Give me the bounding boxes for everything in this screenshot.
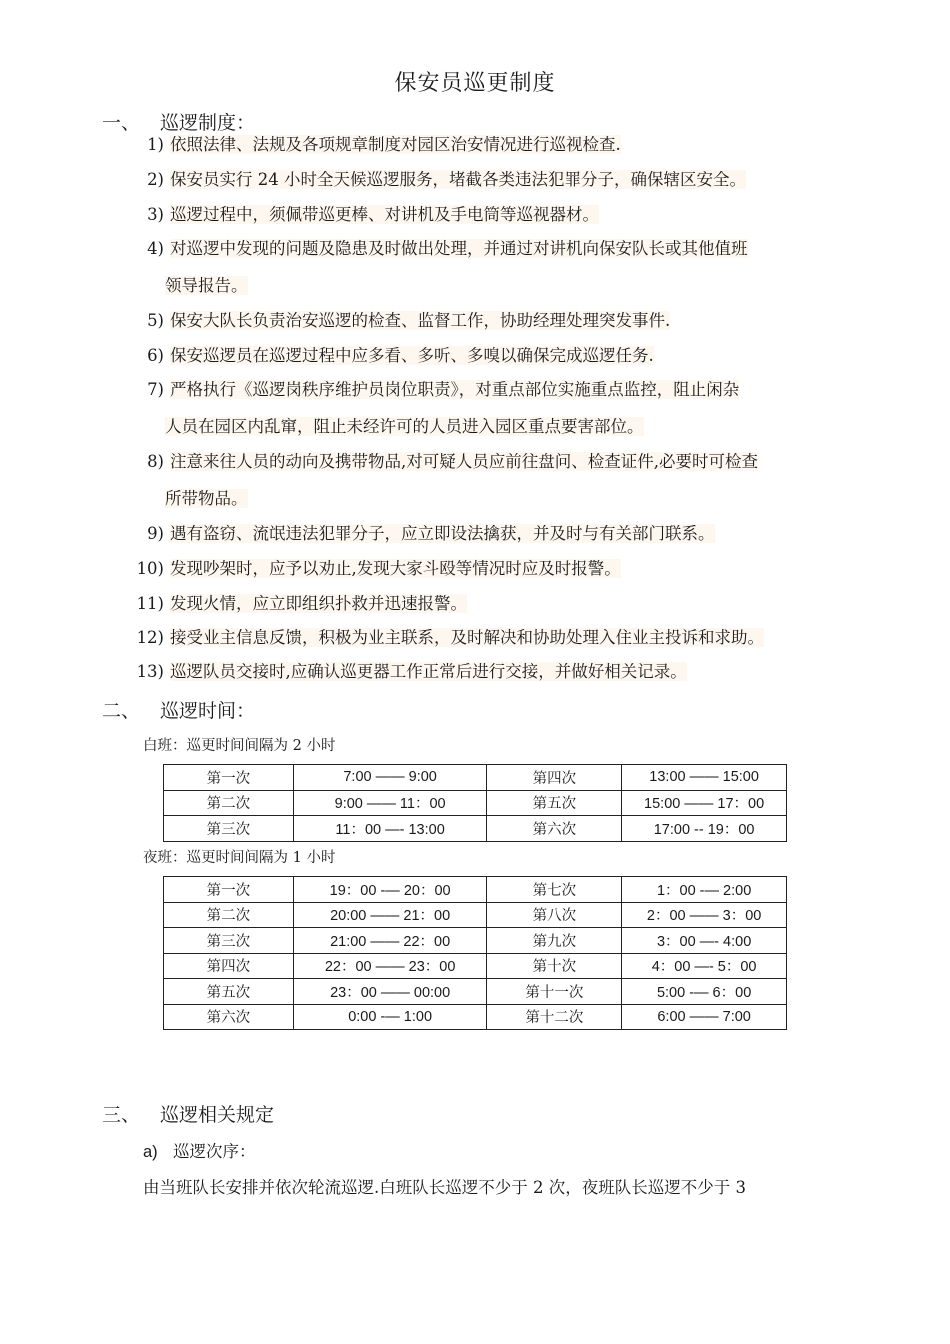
table-row <box>164 1004 787 1030</box>
rule-text: 遇有盗窃、流氓违法犯罪分子，应立即设法擒获，并及时与有关部门联系。 <box>170 524 715 543</box>
table-cell: 23：00 —— 00:00 <box>293 979 487 1005</box>
table-cell: 第八次 <box>487 902 622 928</box>
table-cell: 2：00 —— 3：00 <box>622 902 787 928</box>
rule-number: 11) <box>136 594 164 613</box>
section-title: 巡逻相关规定 <box>160 1104 275 1126</box>
rule-number: 9) <box>147 524 164 543</box>
rule-text: 发现火情，应立即组织扑救并迅速报警。 <box>170 594 467 613</box>
section-number: 一、 <box>102 112 141 134</box>
table-cell: 0:00 -— 1:00 <box>293 1004 487 1030</box>
table-cell: 22：00 —— 23：00 <box>293 953 487 979</box>
table-row <box>164 953 787 979</box>
table-cell: 第三次 <box>164 928 294 954</box>
section-title: 巡逻制度： <box>160 112 256 134</box>
table-cell: 第五次 <box>487 790 622 816</box>
rule-text: 保安大队长负责治安巡逻的检查、监督工作，协助经理处理突发事件. <box>170 311 671 330</box>
table-cell: 第九次 <box>487 928 622 954</box>
rule-text-continued: 所带物品。 <box>165 489 248 508</box>
table-cell: 15:00 —— 17：00 <box>622 790 787 816</box>
table-cell: 4：00 —- 5：00 <box>622 953 787 979</box>
table-row <box>164 816 787 842</box>
table-cell: 第十二次 <box>487 1004 622 1030</box>
table-cell: 11：00 —- 13:00 <box>293 816 487 842</box>
rule-item <box>134 585 864 622</box>
table-cell: 3：00 —- 4:00 <box>622 928 787 954</box>
subsection-title: 巡逻次序： <box>173 1142 256 1161</box>
body-paragraph: 由当班队长安排并依次轮流巡逻.白班队长巡逻不少于 2 次，夜班队长巡逻不少于 3 <box>143 1178 746 1197</box>
table-cell: 第五次 <box>164 979 294 1005</box>
rule-number: 2) <box>147 170 164 189</box>
rule-item <box>134 443 864 517</box>
rule-text: 注意来往人员的动向及携带物品,对可疑人员应前往盘问、检查证件,必要时可检查 <box>170 452 758 471</box>
rule-text: 保安员实行 24 小时全天候巡逻服务，堵截各类违法犯罪分子，确保辖区安全。 <box>170 170 746 189</box>
table-row <box>164 928 787 954</box>
section-number: 二、 <box>102 700 141 722</box>
table-cell: 第一次 <box>164 877 294 903</box>
table-cell: 5:00 -— 6：00 <box>622 979 787 1005</box>
rule-item <box>134 550 864 587</box>
table-cell: 7:00 —— 9:00 <box>293 765 487 791</box>
rule-text-continued: 领导报告。 <box>165 276 248 295</box>
rule-number: 5) <box>147 311 164 330</box>
table-cell: 第七次 <box>487 877 622 903</box>
rule-item <box>134 619 864 656</box>
rule-text: 接受业主信息反馈，积极为业主联系，及时解决和协助处理入住业主投诉和求助。 <box>170 628 764 647</box>
section-number: 三、 <box>102 1104 141 1126</box>
rule-number: 1) <box>147 135 164 154</box>
rule-number: 4) <box>147 239 164 258</box>
table-row <box>164 979 787 1005</box>
table-cell: 第四次 <box>164 953 294 979</box>
rule-number: 13) <box>136 662 164 681</box>
table-cell: 1：00 -— 2:00 <box>622 877 787 903</box>
table-cell: 13:00 —— 15:00 <box>622 765 787 791</box>
rule-item <box>134 653 864 690</box>
rule-text: 严格执行《巡逻岗秩序维护员岗位职责》，对重点部位实施重点监控，阻止闲杂 <box>170 380 740 399</box>
rule-text: 保安巡逻员在巡逻过程中应多看、多听、多嗅以确保完成巡逻任务. <box>170 346 654 365</box>
rule-text: 对巡逻中发现的问题及隐患及时做出处理，并通过对讲机向保安队长或其他值班 <box>170 239 748 258</box>
subsection-heading <box>143 1138 256 1162</box>
rule-number: 7) <box>147 380 164 399</box>
table-cell: 第二次 <box>164 902 294 928</box>
section-heading-2 <box>102 696 255 723</box>
rule-number: 6) <box>147 346 164 365</box>
section-heading-3 <box>102 1100 274 1127</box>
table-cell: 第六次 <box>164 1004 294 1030</box>
table-row <box>164 902 787 928</box>
section-title: 巡逻时间： <box>160 700 256 722</box>
rule-item <box>134 230 864 304</box>
rule-text: 巡逻队员交接时,应确认巡更器工作正常后进行交接，并做好相关记录。 <box>170 662 687 681</box>
rule-item <box>134 371 864 445</box>
table-cell: 第十一次 <box>487 979 622 1005</box>
table-row <box>164 765 787 791</box>
rule-number: 12) <box>136 628 164 647</box>
rule-text: 发现吵架时，应予以劝止,发现大家斗殴等情况时应及时报警。 <box>170 559 621 578</box>
rule-text: 巡逻过程中，须佩带巡更棒、对讲机及手电筒等巡视器材。 <box>170 205 599 224</box>
table-row <box>164 790 787 816</box>
rule-item <box>134 302 864 339</box>
day-shift-table <box>163 764 787 842</box>
rule-item <box>134 337 864 374</box>
table-cell: 第二次 <box>164 790 294 816</box>
rule-item <box>134 196 864 233</box>
rule-text: 依照法律、法规及各项规章制度对园区治安情况进行巡视检查. <box>170 135 621 154</box>
table-cell: 第一次 <box>164 765 294 791</box>
table-cell: 21:00 —— 22：00 <box>293 928 487 954</box>
table-cell: 第三次 <box>164 816 294 842</box>
rule-item <box>134 515 864 552</box>
table-cell: 20:00 —— 21：00 <box>293 902 487 928</box>
table-cell: 6:00 —— 7:00 <box>622 1004 787 1030</box>
table-cell: 第十次 <box>487 953 622 979</box>
night-shift-table <box>163 876 787 1030</box>
table-cell: 19：00 -— 20：00 <box>293 877 487 903</box>
table-cell: 9:00 —— 11：00 <box>293 790 487 816</box>
subsection-number: a) <box>143 1143 158 1161</box>
table-cell: 17:00 -- 19：00 <box>622 816 787 842</box>
day-shift-note: 白班：巡更时间间隔为 2 小时 <box>143 738 336 754</box>
rule-number: 3) <box>147 205 164 224</box>
rule-number: 10) <box>136 559 164 578</box>
table-cell: 第四次 <box>487 765 622 791</box>
table-row <box>164 877 787 903</box>
document-title: 保安员巡更制度 <box>394 71 556 96</box>
rule-number: 8) <box>147 452 164 471</box>
night-shift-note: 夜班：巡更时间间隔为 1 小时 <box>143 850 336 866</box>
table-cell: 第六次 <box>487 816 622 842</box>
rule-text-continued: 人员在园区内乱窜，阻止未经许可的人员进入园区重点要害部位。 <box>165 417 644 436</box>
rule-item <box>134 161 864 198</box>
rule-item <box>134 126 864 163</box>
